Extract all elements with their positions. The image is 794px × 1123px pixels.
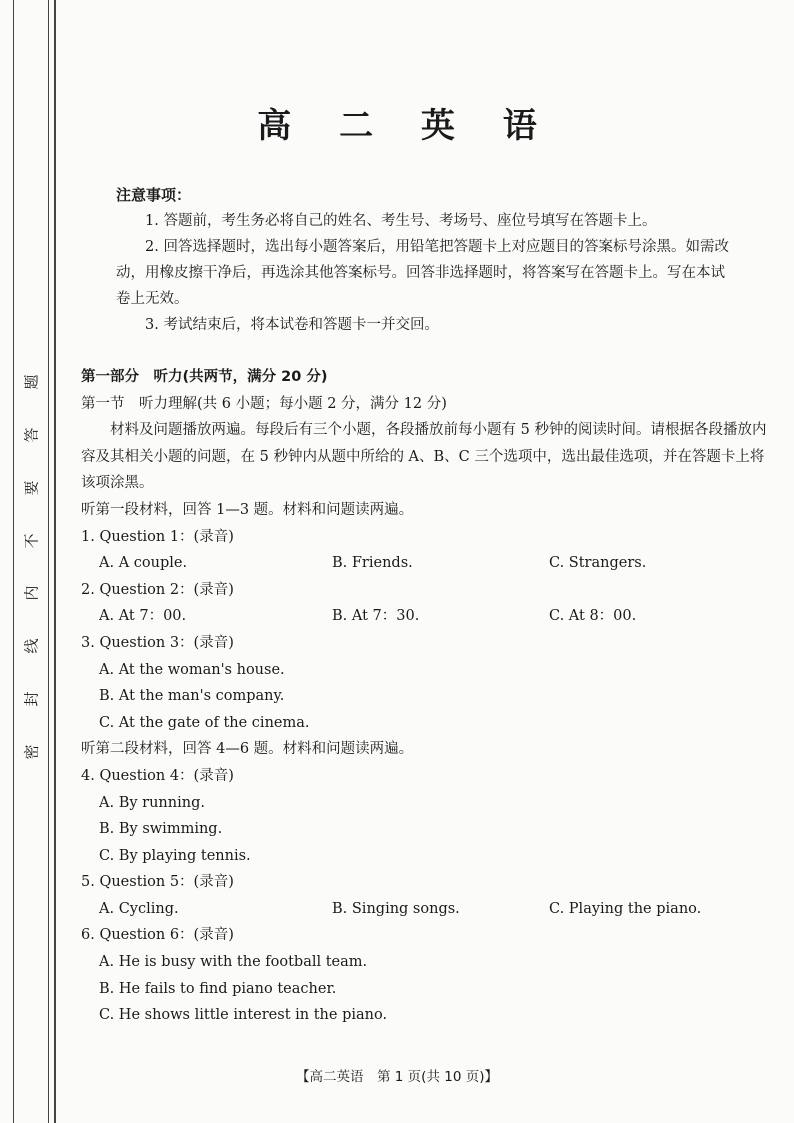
option-c: C. At the gate of the cinema.	[99, 714, 310, 731]
page-title: 高 二 英 语	[257, 106, 555, 146]
option-c: C. He shows little interest in the piano.	[99, 1007, 388, 1024]
option-b: B. Singing songs.	[332, 900, 460, 917]
notice-item: 2. 回答选择题时，选出每小题答案后，用铅笔把答题卡上对应题目的答案标号涂黑。如需改动，用橡皮擦干净后，再选涂其他答案标号。回答非选择题时，将答案写在答题卡上。写在本试卷上无效。	[116, 239, 729, 307]
group-instruction: 听第二段材料，回答 4—6 题。材料和问题读两遍。	[81, 741, 414, 758]
margin-line-outer	[13, 0, 14, 1123]
option-b: B. Friends.	[332, 555, 413, 572]
notice-heading: 注意事项：	[116, 186, 192, 204]
margin-line-inner	[48, 0, 49, 1123]
group-instruction: 听第一段材料，回答 1—3 题。材料和问题读两遍。	[81, 501, 414, 518]
margin-line-binding	[54, 0, 56, 1123]
option-row	[81, 896, 771, 923]
option-a: A. He is busy with the football team.	[99, 954, 368, 971]
seal-char: 线	[22, 638, 41, 654]
notice-block	[116, 182, 731, 338]
notice-item: 1. 答题前，考生务必将自己的姓名、考生号、考场号、座位号填写在答题卡上。	[145, 213, 657, 229]
question-stem: 4. Question 4：(录音)	[81, 767, 234, 784]
option-b: B. At the man's company.	[99, 688, 285, 705]
question-stem: 3. Question 3：(录音)	[81, 634, 234, 651]
option-a: A. Cycling.	[99, 900, 179, 917]
option-row	[81, 550, 771, 577]
option-a: A. At 7：00.	[99, 608, 187, 625]
seal-char: 内	[22, 585, 41, 601]
question-stem: 1. Question 1：(录音)	[81, 528, 234, 545]
question-stem: 2. Question 2：(录音)	[81, 581, 234, 598]
option-a: A. At the woman's house.	[99, 661, 285, 678]
option-c: C. At 8：00.	[549, 608, 637, 625]
part-heading: 第一部分 听力(共两节，满分 20 分)	[81, 369, 328, 385]
seal-char: 答	[22, 427, 41, 443]
seal-char: 不	[22, 533, 41, 549]
seal-char: 要	[22, 480, 41, 496]
option-b: B. At 7：30.	[332, 608, 420, 625]
option-c: C. Strangers.	[549, 555, 647, 572]
section-instructions: 材料及问题播放两遍。每段后有三个小题，各段播放前每小题有 5 秒钟的阅读时间。请根据各段播放内容及其相关小题的问题，在 5 秒钟内从题中所给的 A、B、C 三个选项中，选出最佳选项，并在答题卡上将该项涂黑。	[81, 422, 767, 492]
listening-section	[81, 364, 771, 1029]
section-heading: 第一节 听力理解(共 6 小题；每小题 2 分，满分 12 分)	[81, 395, 447, 412]
seal-line-text	[22, 372, 42, 762]
option-b: B. By swimming.	[99, 821, 223, 838]
seal-char: 封	[22, 691, 41, 707]
seal-char: 密	[22, 744, 41, 760]
option-c: C. By playing tennis.	[99, 847, 251, 864]
seal-char: 题	[22, 374, 41, 390]
notice-item: 3. 考试结束后，将本试卷和答题卡一并交回。	[145, 317, 439, 333]
option-row	[81, 603, 771, 630]
option-a: A. A couple.	[99, 555, 188, 572]
option-a: A. By running.	[99, 794, 205, 811]
page-footer: 【高二英语 第 1 页(共 10 页)】	[296, 1069, 498, 1085]
question-stem: 6. Question 6：(录音)	[81, 927, 234, 944]
question-stem: 5. Question 5：(录音)	[81, 874, 234, 891]
option-b: B. He fails to find piano teacher.	[99, 980, 337, 997]
option-c: C. Playing the piano.	[549, 900, 702, 917]
